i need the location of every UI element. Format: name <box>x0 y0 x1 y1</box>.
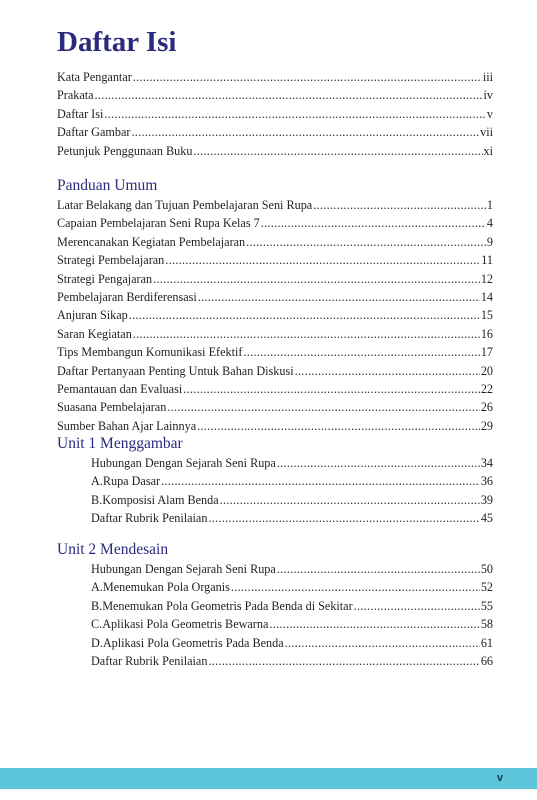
toc-page-number: 58 <box>480 617 493 632</box>
toc-entry-marker: A. <box>91 474 103 489</box>
toc-entry[interactable] <box>57 325 493 343</box>
toc-entry-label: Menemukan Pola Geometris Pada Benda di Sekitar <box>102 598 353 613</box>
toc-entry-marker: B. <box>91 598 103 613</box>
dot-leader <box>183 380 480 398</box>
toc-entry[interactable] <box>57 343 493 361</box>
dot-leader <box>208 509 479 527</box>
toc-entry[interactable] <box>57 196 493 214</box>
page-title: Daftar Isi <box>57 26 177 58</box>
toc-section-unit-2 <box>57 540 493 670</box>
toc-page-number: 22 <box>480 381 493 396</box>
toc-entry-label: Daftar Rubrik Penilaian <box>91 511 208 526</box>
toc-page-number: iv <box>483 88 493 103</box>
dot-leader <box>220 491 480 509</box>
footer-page-number: v <box>496 772 503 784</box>
toc-entry-label: Suasana Pembelajaran <box>57 400 167 415</box>
dot-leader <box>161 472 480 490</box>
toc-entry[interactable] <box>57 251 493 269</box>
toc-page-number: 12 <box>480 271 493 286</box>
toc-entry[interactable] <box>57 491 493 509</box>
dot-leader <box>104 105 486 123</box>
toc-entry-daftar-isi[interactable] <box>57 105 493 123</box>
toc-entry-label: Strategi Pengajaran <box>57 271 153 286</box>
toc-entry[interactable] <box>57 362 493 380</box>
toc-entry-label: Daftar Isi <box>57 106 104 121</box>
toc-entry-marker: C. <box>91 617 103 632</box>
toc-page-number: iii <box>482 70 493 84</box>
toc-page-number: 16 <box>480 326 493 341</box>
dot-leader <box>261 214 486 232</box>
toc-entry[interactable] <box>57 597 493 615</box>
toc-entry[interactable] <box>57 560 493 578</box>
toc-page-number: 45 <box>480 511 493 526</box>
toc-entry-label: Pembelajaran Berdiferensasi <box>57 289 197 304</box>
toc-page-number: v <box>486 106 493 121</box>
toc-entry-label: Sumber Bahan Ajar Lainnya <box>57 418 197 433</box>
toc-entry-label: Aplikasi Pola Geometris Pada Benda <box>102 635 284 650</box>
dot-leader <box>313 196 486 214</box>
toc-entry-label: Petunjuk Penggunaan Buku <box>57 143 193 158</box>
toc-entry[interactable] <box>57 509 493 527</box>
dot-leader <box>95 86 483 104</box>
toc-entry-label: Pemantauan dan Evaluasi <box>57 381 183 396</box>
toc-entry-label: Strategi Pembelajaran <box>57 253 165 268</box>
toc-entry-marker: D. <box>91 635 103 650</box>
toc-entry[interactable] <box>57 270 493 288</box>
toc-page-number: 52 <box>480 580 493 595</box>
toc-page-number: 36 <box>480 474 493 489</box>
dot-leader <box>133 68 482 86</box>
toc-entry-label: Menemukan Pola Organis <box>102 580 230 595</box>
toc-entry-kata-pengantar[interactable] <box>57 68 493 86</box>
toc-entry[interactable] <box>57 288 493 306</box>
dot-leader <box>198 288 480 306</box>
toc-entry[interactable] <box>57 652 493 670</box>
toc-page-number: 66 <box>480 653 493 668</box>
dot-leader <box>295 362 480 380</box>
toc-entry[interactable] <box>57 417 493 435</box>
toc-entry[interactable] <box>57 398 493 416</box>
dot-leader <box>193 142 482 160</box>
toc-page-number: 29 <box>480 418 493 433</box>
dot-leader <box>354 597 480 615</box>
toc-entry-label: Kata Pengantar <box>57 70 132 84</box>
toc-page-number: 11 <box>481 253 493 268</box>
toc-entry-label: Merencanakan Kegiatan Pembelajaran <box>57 234 246 249</box>
toc-page-number: 4 <box>486 216 493 231</box>
toc-entry[interactable] <box>57 380 493 398</box>
toc-entry[interactable] <box>57 578 493 596</box>
section-heading: Unit 2 Mendesain <box>57 541 169 558</box>
toc-page-number: 61 <box>480 635 493 650</box>
toc-entry-prakata[interactable] <box>57 86 493 104</box>
dot-leader <box>153 270 480 288</box>
toc-entry-marker: B. <box>91 492 103 507</box>
toc-entry-petunjuk[interactable] <box>57 142 493 160</box>
toc-entry-label: Capaian Pembelajaran Seni Rupa Kelas 7 <box>57 216 260 231</box>
toc-entry[interactable] <box>57 472 493 490</box>
toc-entry-label: Daftar Gambar <box>57 125 131 140</box>
toc-entry[interactable] <box>57 615 493 633</box>
toc-entry-label: Tips Membangun Komunikasi Efektif <box>57 345 243 360</box>
toc-entry-label: Prakata <box>57 88 94 103</box>
toc-entry-label: Daftar Pertanyaan Penting Untuk Bahan Diskusi <box>57 363 294 378</box>
section-heading: Unit 1 Menggambar <box>57 435 183 452</box>
toc-entry-label: Saran Kegiatan <box>57 326 132 341</box>
toc-page-number: 1 <box>486 198 493 212</box>
dot-leader <box>129 306 480 324</box>
toc-entry-label: Hubungan Dengan Sejarah Seni Rupa <box>91 456 276 470</box>
dot-leader <box>131 123 479 141</box>
toc-page-number: 20 <box>480 363 493 378</box>
toc-entry[interactable] <box>57 634 493 652</box>
dot-leader <box>167 398 480 416</box>
dot-leader <box>269 615 479 633</box>
section-heading: Panduan Umum <box>57 177 158 194</box>
dot-leader <box>285 634 480 652</box>
dot-leader <box>246 233 486 251</box>
dot-leader <box>243 343 479 361</box>
toc-section-unit-1 <box>57 434 493 528</box>
toc-page-number: xi <box>483 143 493 158</box>
toc-entry-label: Aplikasi Pola Geometris Bewarna <box>102 617 269 632</box>
toc-entry-label: Latar Belakang dan Tujuan Pembelajaran Seni Rupa <box>57 198 313 212</box>
toc-entry[interactable] <box>57 454 493 472</box>
footer-bar <box>0 768 537 789</box>
toc-entry[interactable] <box>57 306 493 324</box>
dot-leader <box>197 417 480 435</box>
toc-entry-label: Daftar Rubrik Penilaian <box>91 653 208 668</box>
toc-section-panduan-umum <box>57 176 493 435</box>
toc-page-number: 50 <box>480 562 493 576</box>
toc-page-number: 9 <box>486 234 493 249</box>
toc-page-number: 26 <box>480 400 493 415</box>
toc-front-matter <box>57 68 493 160</box>
toc-entry-marker: A. <box>91 580 103 595</box>
toc-page-number: 55 <box>480 598 493 613</box>
toc-entry-label: Rupa Dasar <box>102 474 161 489</box>
toc-entry[interactable] <box>57 214 493 232</box>
toc-entry-label: Hubungan Dengan Sejarah Seni Rupa <box>91 562 276 576</box>
dot-leader <box>165 251 480 269</box>
dot-leader <box>208 652 479 670</box>
dot-leader <box>277 454 480 472</box>
toc-page-number: 39 <box>480 492 493 507</box>
toc-page-number: 15 <box>480 308 493 323</box>
toc-page-number: 14 <box>480 289 493 304</box>
dot-leader <box>277 560 480 578</box>
toc-entry-label: Komposisi Alam Benda <box>102 492 219 507</box>
dot-leader <box>133 325 480 343</box>
toc-page-number: 17 <box>480 345 493 360</box>
toc-entry-label: Anjuran Sikap <box>57 308 128 323</box>
toc-entry-daftar-gambar[interactable] <box>57 123 493 141</box>
toc-entry[interactable] <box>57 233 493 251</box>
dot-leader <box>231 578 480 596</box>
toc-page-number: vii <box>480 125 493 140</box>
toc-page-number: 34 <box>480 456 493 470</box>
